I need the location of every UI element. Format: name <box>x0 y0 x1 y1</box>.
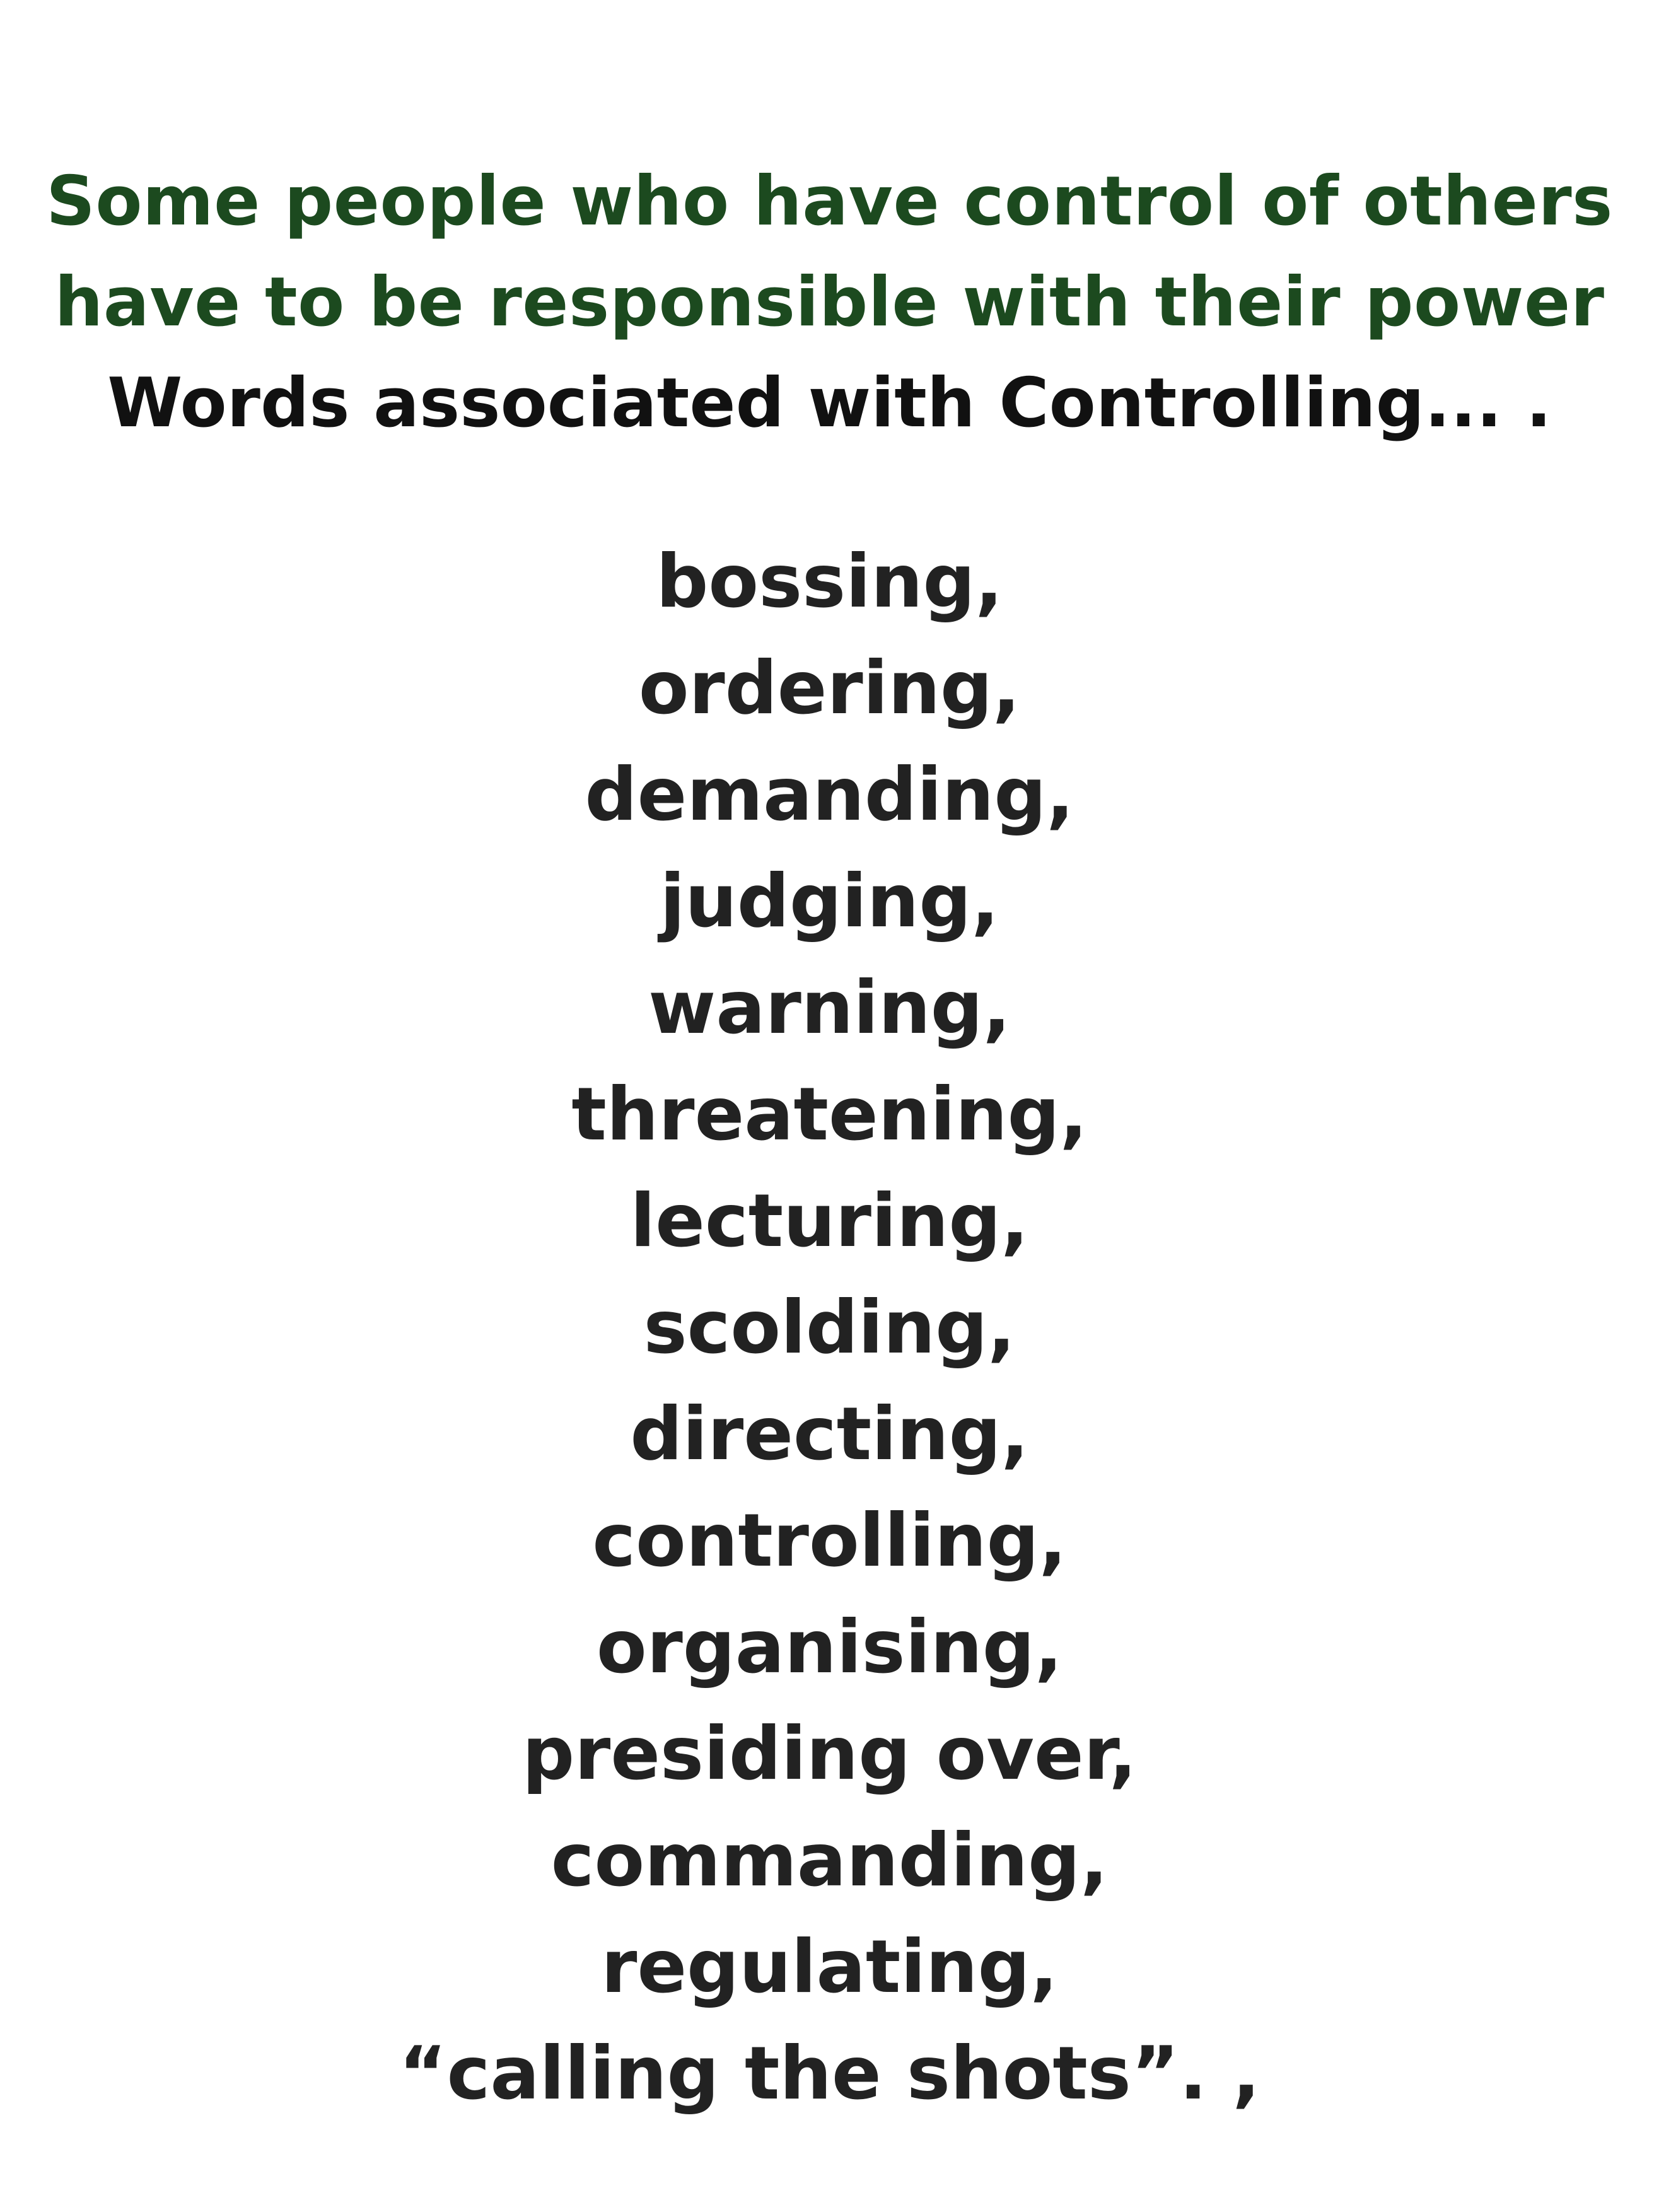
list-item: ordering, <box>638 646 1021 731</box>
list-item: threatening, <box>571 1072 1088 1157</box>
list-item: organising, <box>596 1605 1063 1690</box>
list-item: lecturing, <box>630 1179 1029 1264</box>
list-item: controlling, <box>592 1498 1067 1583</box>
list-item: warning, <box>648 965 1011 1051</box>
list-item: presiding over, <box>522 1711 1137 1796</box>
list-item: scolding, <box>643 1285 1016 1370</box>
list-item: demanding, <box>585 752 1074 837</box>
list-item: regulating, <box>601 1924 1058 2010</box>
heading-line-3: Words associated with Controlling... . <box>107 364 1552 443</box>
heading-line-1: Some people who have control of others <box>46 162 1613 241</box>
list-item: “calling the shots”. , <box>399 2031 1260 2116</box>
heading-line-2: have to be responsible with their power <box>54 263 1605 342</box>
list-item: directing, <box>630 1392 1029 1477</box>
word-list <box>0 528 1659 2127</box>
list-item: commanding, <box>550 1818 1109 1903</box>
list-item: bossing, <box>656 539 1003 624</box>
list-item: judging, <box>660 859 999 944</box>
